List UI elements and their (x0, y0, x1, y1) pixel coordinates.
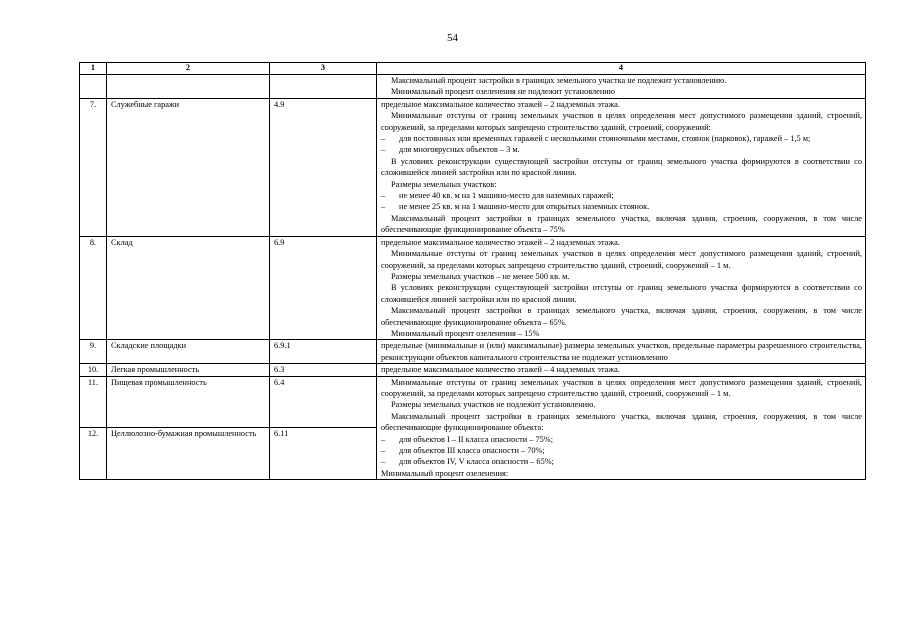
table-row (80, 236, 866, 340)
row-number: 10. (80, 364, 107, 376)
row-number: 8. (80, 236, 107, 340)
param-text: Минимальные отступы от границ земельных участков в целях определения мест допустимого размещения зданий, строений, сооружений, за пределами которых запрещено строительство зданий, строений, сооружений – 1 м. (381, 249, 862, 270)
row-name (107, 75, 270, 99)
list-item (381, 434, 862, 445)
row-params (377, 75, 866, 99)
row-number: 7. (80, 98, 107, 236)
param-text: Минимальный процент озеленения: (381, 468, 509, 478)
table-row (80, 364, 866, 376)
header-cell-1: 1 (80, 63, 107, 75)
list-item (381, 133, 862, 144)
dash-marker: – (381, 446, 386, 455)
regulations-table (79, 62, 866, 480)
param-text: Размеры земельных участков: (391, 179, 497, 189)
list-item-text: не менее 40 кв. м на 1 машино-место для наземных гаражей; (399, 191, 614, 201)
row-name: Пищевая промышленность (107, 376, 270, 428)
list-item-text: не менее 25 кв. м на 1 машино-место для открытых наземных стоянок. (399, 202, 650, 212)
row-code: 4.9 (270, 98, 377, 236)
param-text: Минимальный процент озеленения – 15% (391, 328, 540, 338)
page-number: 54 (447, 32, 458, 44)
list-item (381, 190, 862, 201)
table-row (80, 75, 866, 99)
param-text: предельные (минимальные и (или) максимальные) размеры земельных участков, предельные параметры разрешенного строительства, реконструкции объектов капитального строительства не подлежат установлению (381, 341, 862, 362)
param-text: предельное максимальное количество этажей – 2 надземных этажа. (381, 99, 620, 109)
table-row (80, 98, 866, 236)
row-params (377, 236, 866, 340)
list-item-text: для объектов III класса опасности – 70%; (399, 446, 545, 455)
table-row (80, 340, 866, 364)
row-number (80, 75, 107, 99)
param-text: Минимальные отступы от границ земельных участков в целях определения мест допустимого размещения зданий, строений, сооружений, за пределами которых запрещено строительство зданий, строений, сооружений: (381, 111, 862, 132)
param-text: Размеры земельных участков не подлежит установлению. (391, 400, 596, 410)
row-params (377, 376, 866, 480)
param-text: Размеры земельных участков – не менее 500 кв. м. (391, 271, 570, 281)
param-text: предельное максимальное количество этажей – 4 надземных этажа. (381, 365, 620, 375)
row-number: 9. (80, 340, 107, 364)
list-item-text: для многоярусных объектов – 3 м. (399, 145, 520, 155)
row-name: Служебные гаражи (107, 98, 270, 236)
row-code (270, 75, 377, 99)
row-code: 6.11 (270, 428, 377, 480)
list-item-text: для объектов I – II класса опасности – 75%; (399, 434, 554, 444)
dash-marker: – (381, 134, 386, 144)
dash-marker: – (381, 434, 386, 444)
header-cell-2: 2 (107, 63, 270, 75)
list-item (381, 445, 862, 456)
row-code: 6.3 (270, 364, 377, 376)
row-params (377, 98, 866, 236)
param-text: Максимальный процент застройки в границах земельного участка, включая здания, строения, сооружения, в том числе обеспечивающие функционирование объекта – 75% (381, 213, 862, 235)
list-item (381, 144, 862, 155)
dash-marker: – (381, 145, 386, 155)
row-name: Целлюлозно-бумажная промышленность (107, 428, 270, 480)
row-name: Склад (107, 236, 270, 340)
list-item-text: для объектов IV, V класса опасности – 65%; (399, 457, 554, 467)
table-header-row (80, 63, 866, 75)
list-item-text: для постоянных или временных гаражей с несколькими стояночными местами, стоянок (парковок), гаражей – 1,5 м; (399, 134, 811, 144)
param-text: Минимальные отступы от границ земельных участков в целях определения мест допустимого размещения зданий, строений, сооружений, за пределами которых запрещено строительство зданий, строений, сооружений – 1 м. (381, 377, 862, 398)
row-number: 12. (80, 428, 107, 480)
row-name: Легкая промышленность (107, 364, 270, 376)
dash-marker: – (381, 457, 386, 467)
param-text: Максимальный процент застройки в границах земельного участка не подлежит установлению. (391, 76, 727, 85)
dash-marker: – (381, 191, 386, 201)
row-params (377, 340, 866, 364)
row-code: 6.9 (270, 236, 377, 340)
row-number: 11. (80, 376, 107, 428)
header-cell-4: 4 (377, 63, 866, 75)
row-code: 6.4 (270, 376, 377, 428)
param-text: В условиях реконструкции существующей застройки отступы от границ земельного участка формируются в соответствии со сложившейся линией застройки или по красной линии. (381, 156, 862, 178)
param-text: В условиях реконструкции существующей застройки отступы от границ земельного участка формируются в соответствии со сложившейся линией застройки или по красной линии. (381, 283, 862, 304)
dash-marker: – (381, 202, 386, 212)
row-params (377, 364, 866, 376)
header-cell-3: 3 (270, 63, 377, 75)
list-item (381, 201, 862, 212)
list-item (381, 456, 862, 467)
param-text: Максимальный процент застройки в границах земельного участка, включая здания, строения, сооружения, в том числе обеспечивающие функционирование объекта – 65%. (381, 306, 862, 327)
param-text: Максимальный процент застройки в границах земельного участка, включая здания, строения, сооружения, в том числе обеспечивающие функционирование объекта: (381, 411, 862, 433)
table-row (80, 376, 866, 428)
row-code: 6.9.1 (270, 340, 377, 364)
param-text: Минимальный процент озеленения не подлежит установлению (391, 87, 615, 97)
param-text: предельное максимальное количество этажей – 2 надземных этажа. (381, 237, 620, 247)
row-name: Складские площадки (107, 340, 270, 364)
